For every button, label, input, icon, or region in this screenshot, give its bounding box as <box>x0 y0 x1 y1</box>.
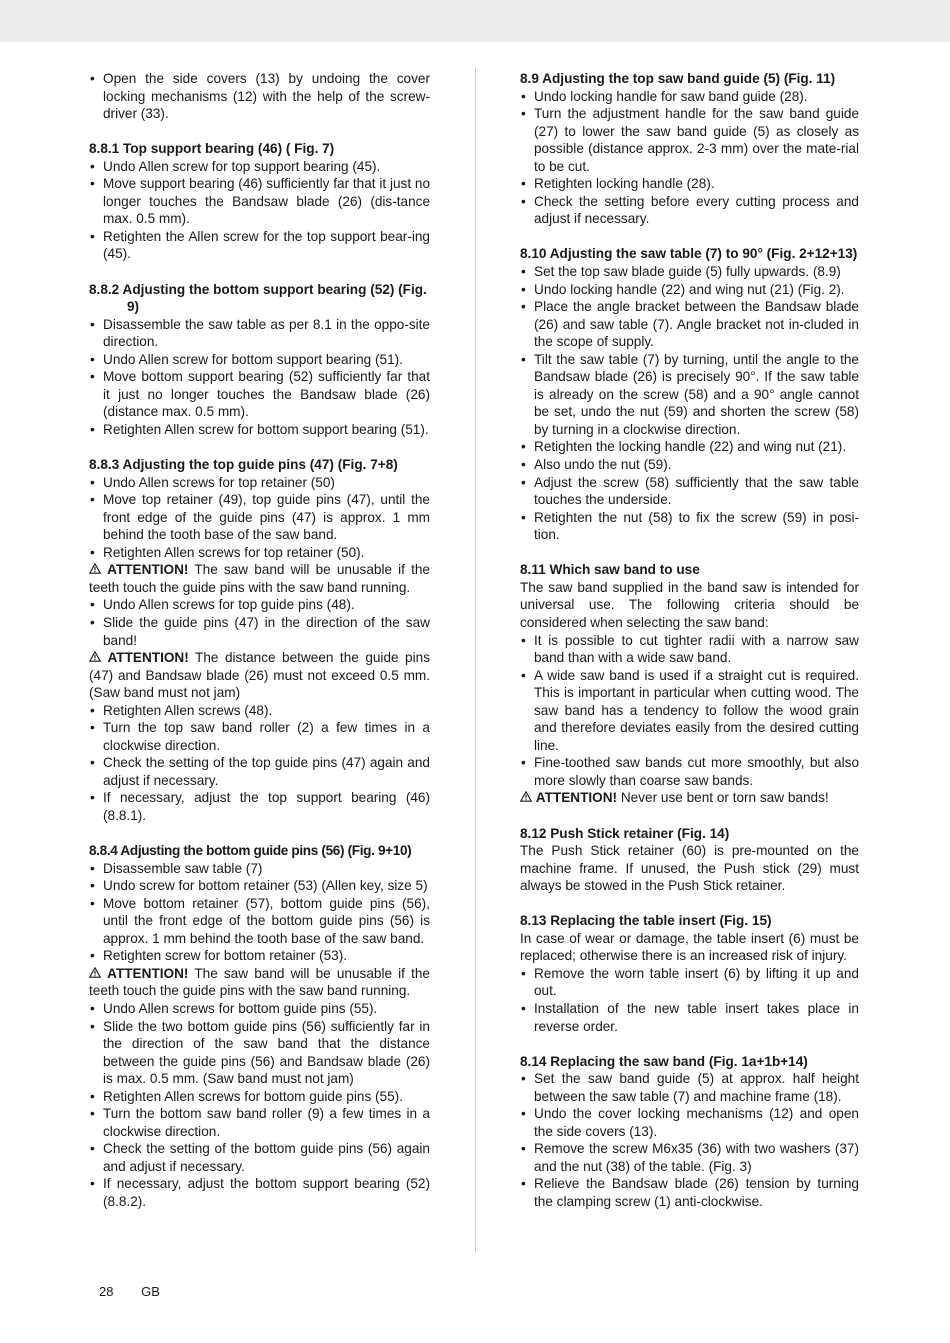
section-8-12 <box>520 825 859 895</box>
list-item: • Turn the top saw band roller (2) a few times in a clockwise direction. <box>89 719 430 754</box>
section-list <box>89 860 430 965</box>
section-list <box>89 474 430 562</box>
list-item: • Move support bearing (46) sufficiently far that it just no longer touches the Bandsaw blade (26) (dis-tance max. 0.5 mm). <box>89 175 430 228</box>
section-8-8-3 <box>89 456 430 824</box>
list-item: • If necessary, adjust the bottom support bearing (52) (8.8.2). <box>89 1175 430 1210</box>
section-heading: 8.14 Replacing the saw band (Fig. 1a+1b+14) <box>520 1053 808 1069</box>
list-item: • Undo Allen screws for top guide pins (48). <box>89 596 430 614</box>
list-item: • Set the top saw blade guide (5) fully upwards. (8.9) <box>520 263 859 281</box>
list-item: • Undo Allen screw for top support bearing (45). <box>89 158 430 176</box>
section-list <box>89 316 430 439</box>
list-item: • It is possible to cut tighter radii with a narrow saw band than with a wide saw band. <box>520 632 859 667</box>
list-item: • Check the setting of the bottom guide pins (56) again and adjust if necessary. <box>89 1140 430 1175</box>
section-8-13 <box>520 912 859 1035</box>
warning-triangle-icon <box>520 790 532 805</box>
list-item: • Undo Allen screws for bottom guide pins (55). <box>89 1000 430 1018</box>
list-item: • Retighten Allen screws for bottom guide pins (55). <box>89 1088 430 1106</box>
list-item: • Retighten Allen screws for top retainer (50). <box>89 544 430 562</box>
left-column <box>89 70 430 1228</box>
section-8-8-1 <box>89 140 430 263</box>
list-item: • Move bottom retainer (57), bottom guide pins (56), until the front edge of the bottom guide pins (56) is approx. 1 mm behind the tooth base of the saw band. <box>89 895 430 948</box>
list-item: • Move top retainer (49), top guide pins (47), until the front edge of the guide pins (47) is approx. 1 mm behind the tooth base of the saw band. <box>89 491 430 544</box>
section-paragraph: The Push Stick retainer (60) is pre-mounted on the machine frame. If unused, the Push stick (29) must always be stowed in the Push Stick retainer. <box>520 843 859 894</box>
attention-text: Never use bent or torn saw bands! <box>620 790 829 806</box>
section-list <box>520 965 859 1035</box>
list-item: • Retighten Allen screw for bottom support bearing (51). <box>89 421 430 439</box>
attention-label: ATTENTION! <box>535 790 618 806</box>
list-item: • Fine-toothed saw bands cut more smoothly, but also more slowly than coarse saw bands. <box>520 754 859 789</box>
section-list <box>520 263 859 544</box>
section-heading: 8.8.3 Adjusting the top guide pins (47) (Fig. 7+8) <box>89 457 398 473</box>
list-item: • Slide the two bottom guide pins (56) sufficiently far in the direction of the saw band that the distance between the guide pins (56) and Bandsaw blade (26) is max. 0.5 mm. (Saw band must not jam) <box>89 1018 430 1088</box>
section-list <box>520 1070 859 1210</box>
section-heading: 8.11 Which saw band to use <box>520 562 700 578</box>
attention-label: ATTENTION! <box>107 965 189 981</box>
list-item: • Turn the bottom saw band roller (9) a few times in a clockwise direction. <box>89 1105 430 1140</box>
section-heading: 8.9 Adjusting the top saw band guide (5) (Fig. 11) <box>520 71 836 86</box>
section-heading: 8.12 Push Stick retainer (Fig. 14) <box>520 825 730 841</box>
list-item: • Retighten screw for bottom retainer (53). <box>89 947 430 965</box>
attention-text: The saw band will be unusable if the teeth touch the guide pins with the saw band running. <box>89 965 430 999</box>
attention-note <box>89 649 430 702</box>
list-item: • A wide saw band is used if a straight cut is required. This is important in particular when cutting wood. The saw band has a tendency to follow the wood grain and therefore deviates easily from the desired cutting line. <box>520 667 859 755</box>
section-list <box>89 1000 430 1211</box>
section-paragraph: In case of wear or damage, the table insert (6) must be replaced; otherwise there is an increased risk of injury. <box>520 930 859 964</box>
list-item: • Undo Allen screws for top retainer (50) <box>89 474 430 492</box>
section-8-8-4 <box>89 842 430 1210</box>
section-list <box>89 596 430 649</box>
section-8-8-2 <box>89 281 430 439</box>
attention-note <box>520 789 859 807</box>
right-column <box>520 70 859 1228</box>
list-item: • Also undo the nut (59). <box>520 456 859 474</box>
section-8-9 <box>520 70 859 228</box>
attention-note <box>89 965 430 1000</box>
section-heading: 8.13 Replacing the table insert (Fig. 15) <box>520 913 772 929</box>
list-item: • Undo locking handle for saw band guide (28). <box>520 88 859 106</box>
list-item: • Place the angle bracket between the Bandsaw blade (26) and saw table (7). Angle bracket not in-cluded in the scope of supply. <box>520 298 859 351</box>
language-code: GB <box>141 1284 160 1299</box>
section-8-10 <box>520 245 859 543</box>
list-item: • Slide the guide pins (47) in the direction of the saw band! <box>89 614 430 649</box>
list-item: • Relieve the Bandsaw blade (26) tension by turning the clamping screw (1) anti-clockwise. <box>520 1175 859 1210</box>
page-footer <box>99 1284 184 1299</box>
attention-label: ATTENTION! <box>107 650 189 666</box>
section-heading: 8.8.4 Adjusting the bottom guide pins (56) (Fig. 9+10) <box>89 843 412 859</box>
list-item: • Adjust the screw (58) sufficiently that the saw table touches the underside. <box>520 474 859 509</box>
list-item: • Retighten the nut (58) to fix the screw (59) in posi-tion. <box>520 509 859 544</box>
section-list <box>89 702 430 825</box>
list-item: • Retighten the Allen screw for the top support bear-ing (45). <box>89 228 430 263</box>
list-item: • Tilt the saw table (7) by turning, until the angle to the Bandsaw blade (26) is precisely 90°. If the saw table is already on the screw (58) and a 90° angle cannot be set, undo the nut (59) and shorten the screw (58) by turning in a clockwise direction. <box>520 351 859 439</box>
attention-note <box>89 561 430 596</box>
page-number: 28 <box>99 1284 114 1299</box>
list-item: • Open the side covers (13) by undoing the cover locking mechanisms (12) with the help of the screw-driver (33). <box>89 70 430 123</box>
list-item: • Retighten locking handle (28). <box>520 175 859 193</box>
list-item: • Installation of the new table insert takes place in reverse order. <box>520 1000 859 1035</box>
list-item: • Disassemble the saw table as per 8.1 in the oppo-site direction. <box>89 316 430 351</box>
warning-triangle-icon <box>89 966 101 981</box>
top-band <box>0 0 950 42</box>
section-heading: 8.8.1 Top support bearing (46) ( Fig. 7) <box>89 141 335 157</box>
list-item: • Move bottom support bearing (52) sufficiently far that it just no longer touches the Bandsaw blade (26) (distance max. 0.5 mm). <box>89 368 430 421</box>
section-paragraph: The saw band supplied in the band saw is intended for universal use. The following criteria should be considered when selecting the saw band: <box>520 579 859 630</box>
list-item: • Set the saw band guide (5) at approx. half height between the saw table (7) and machine frame (18). <box>520 1070 859 1105</box>
list-item: • Turn the adjustment handle for the saw band guide (27) to lower the saw band guide (5) as closely as possible (distance approx. 2-3 mm) over the mate-rial to be cut. <box>520 105 859 175</box>
warning-triangle-icon <box>89 650 101 665</box>
column-divider <box>475 68 476 1252</box>
list-item: • Remove the screw M6x35 (36) with two washers (37) and the nut (38) of the table. (Fig. 3) <box>520 1140 859 1175</box>
list-item: • Check the setting of the top guide pins (47) again and adjust if necessary. <box>89 754 430 789</box>
list-item: • Remove the worn table insert (6) by lifting it up and out. <box>520 965 859 1000</box>
section-list <box>520 88 859 228</box>
list-item: • Undo Allen screw for bottom support bearing (51). <box>89 351 430 369</box>
list-item: • Retighten Allen screws (48). <box>89 702 430 720</box>
section-heading: 8.8.2 Adjusting the bottom support bearing (52) (Fig. 9) <box>89 281 427 315</box>
attention-label: ATTENTION! <box>107 562 189 578</box>
section-list <box>89 158 430 263</box>
list-item: • Undo the cover locking mechanisms (12) and open the side covers (13). <box>520 1105 859 1140</box>
attention-text: The distance between the guide pins (47) and Bandsaw blade (26) must not exceed 0.5 mm. (Saw band must not jam) <box>89 650 430 701</box>
list-item: • Undo locking handle (22) and wing nut (21) (Fig. 2). <box>520 281 859 299</box>
list-item: • Undo screw for bottom retainer (53) (Allen key, size 5) <box>89 877 430 895</box>
list-item: • Check the setting before every cutting process and adjust if necessary. <box>520 193 859 228</box>
warning-triangle-icon <box>89 562 101 577</box>
intro-block <box>89 70 430 123</box>
list-item: • Disassemble saw table (7) <box>89 860 430 878</box>
section-8-14 <box>520 1053 859 1211</box>
section-heading: 8.10 Adjusting the saw table (7) to 90° (Fig. 2+12+13) <box>520 246 858 262</box>
list-item: • If necessary, adjust the top support bearing (46) (8.8.1). <box>89 789 430 824</box>
section-list <box>520 632 859 790</box>
list-item: • Retighten the locking handle (22) and wing nut (21). <box>520 438 859 456</box>
attention-text: The saw band will be unusable if the teeth touch the guide pins with the saw band running. <box>89 562 430 595</box>
section-8-11 <box>520 561 859 807</box>
intro-list <box>89 70 430 123</box>
